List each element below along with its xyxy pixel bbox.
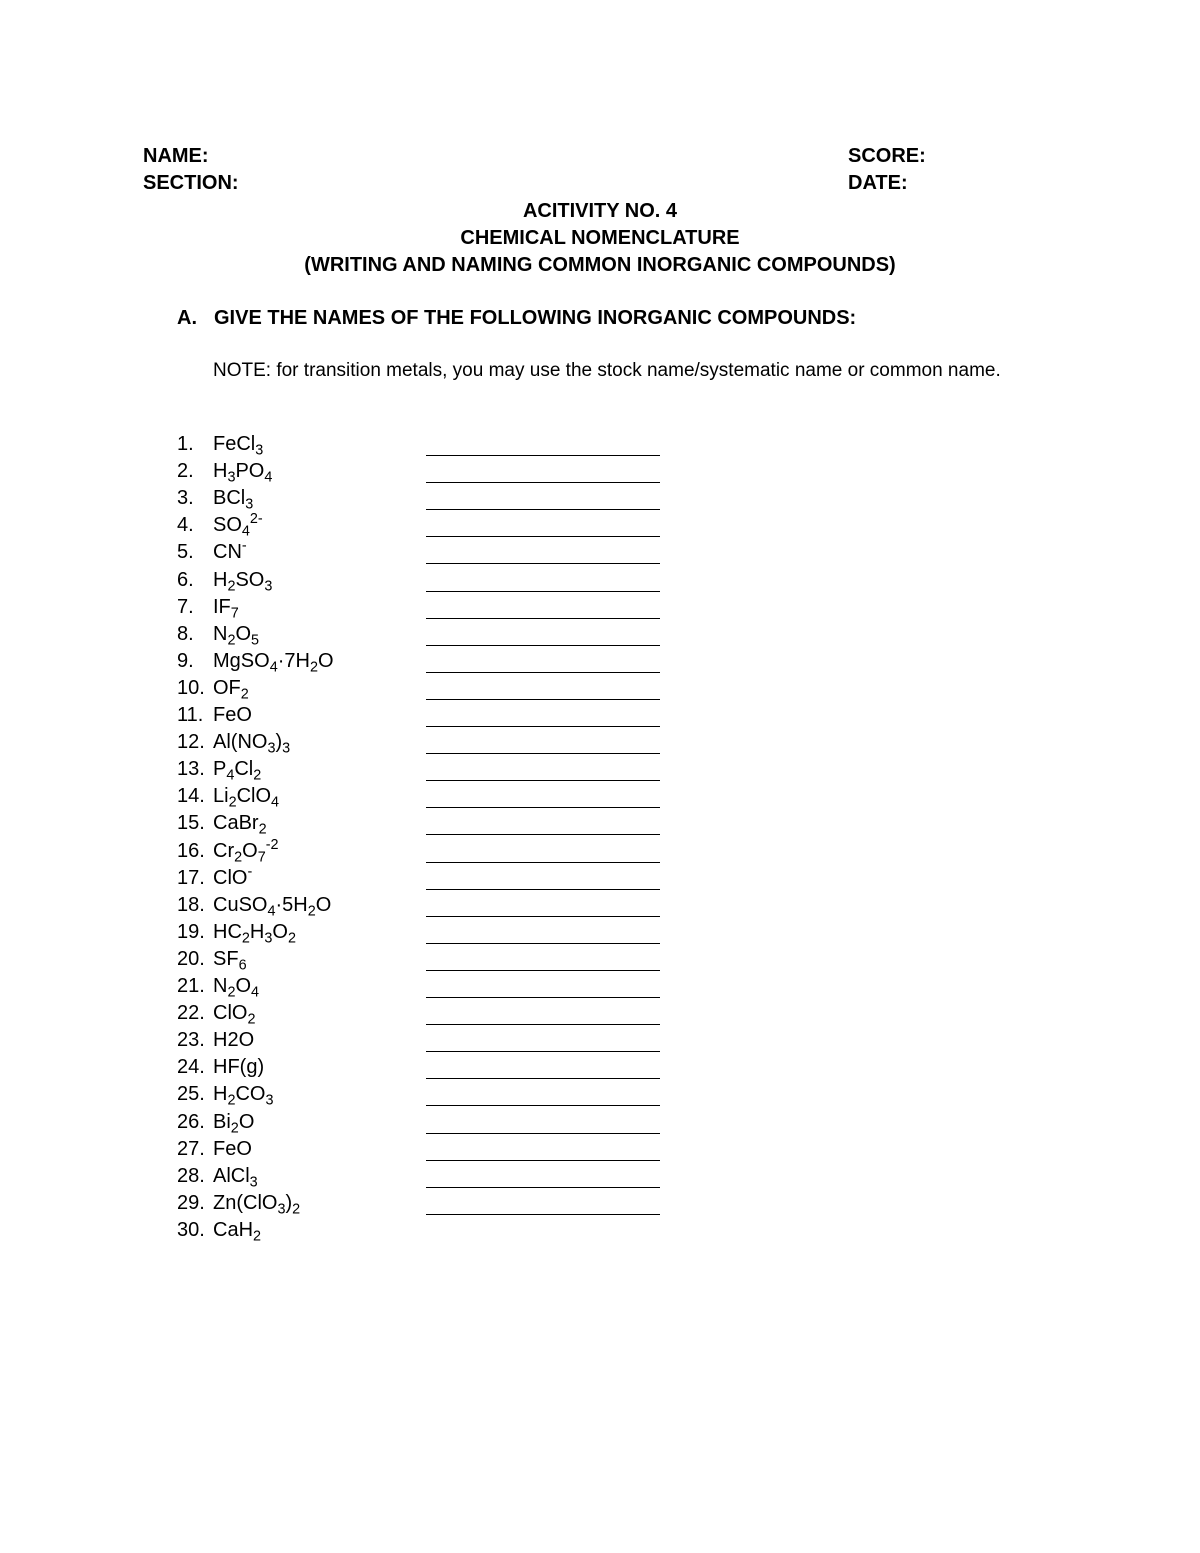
list-item — [0, 1165, 700, 1192]
item-number: 5. — [177, 541, 194, 564]
compound-formula: $N_2O_5$ — [213, 622, 260, 648]
item-number: 1. — [177, 433, 194, 455]
compound-formula: CaBr$_2$ — [213, 812, 267, 838]
list-item — [0, 1138, 700, 1165]
list-item — [0, 1029, 700, 1056]
answer-blank-line[interactable] — [426, 889, 660, 890]
answer-blank-line[interactable] — [426, 997, 660, 998]
answer-blank-line[interactable] — [426, 780, 660, 781]
answer-blank-line[interactable] — [426, 1214, 660, 1215]
score-label: SCORE: — [848, 145, 926, 167]
list-item — [0, 921, 700, 948]
answer-blank-line[interactable] — [426, 591, 660, 592]
list-item — [0, 1002, 700, 1029]
answer-blank-line[interactable] — [426, 862, 660, 863]
compound-formula: $H_2CO_3$ — [213, 1083, 274, 1109]
compound-formula: $IF_7$ — [213, 595, 239, 621]
list-item — [0, 1083, 700, 1110]
answer-blank-line[interactable] — [426, 1160, 660, 1161]
list-item — [0, 704, 700, 731]
compound-formula: AlCl$_3$ — [213, 1164, 258, 1190]
item-number: 14. — [177, 785, 205, 808]
answer-blank-line[interactable] — [426, 509, 660, 510]
compound-formula: $N_2O_4$ — [213, 975, 260, 1001]
item-number: 13. — [177, 758, 205, 781]
compound-formula: $SF_6$ — [213, 947, 247, 974]
section-label: SECTION: — [143, 172, 239, 194]
answer-blank-line[interactable] — [426, 563, 660, 564]
compound-formula: FeO — [213, 704, 252, 726]
list-item — [0, 975, 700, 1002]
answer-blank-line[interactable] — [426, 672, 660, 673]
compound-formula: BCl$_3$ — [213, 487, 254, 513]
item-number: 2. — [177, 460, 194, 483]
item-number: 29. — [177, 1191, 205, 1214]
list-item — [0, 623, 700, 650]
answer-blank-line[interactable] — [426, 645, 660, 646]
answer-blank-line[interactable] — [426, 699, 660, 700]
item-number: 30. — [177, 1218, 205, 1241]
compound-formula: FeCl$_3$ — [213, 433, 264, 459]
answer-blank-line[interactable] — [426, 753, 660, 754]
item-number: 26. — [177, 1110, 205, 1133]
item-number: 11. — [177, 704, 204, 726]
list-item — [0, 596, 700, 623]
list-item — [0, 460, 700, 487]
item-number: 12. — [177, 731, 205, 754]
list-item — [0, 836, 700, 867]
answer-blank-line[interactable] — [426, 1187, 660, 1188]
item-number: 23. — [177, 1029, 205, 1052]
answer-blank-line[interactable] — [426, 455, 660, 456]
list-item — [0, 1192, 700, 1219]
answer-blank-line[interactable] — [426, 1051, 660, 1052]
item-number: 6. — [177, 568, 194, 591]
list-item — [0, 487, 700, 514]
compound-formula: CaH$_2$ — [213, 1218, 262, 1245]
section-heading: GIVE THE NAMES OF THE FOLLOWING INORGANIC COMPOUNDS: — [214, 307, 857, 329]
item-number: 21. — [177, 975, 205, 997]
item-number: 9. — [177, 649, 194, 672]
compound-formula: $MgSO_4\cdot 7H_2O$ — [213, 649, 334, 676]
compound-formula: ClO- — [213, 863, 253, 889]
answer-blank-line[interactable] — [426, 618, 660, 619]
item-number: 20. — [177, 947, 205, 970]
list-item — [0, 758, 700, 785]
compound-formula: $Al(NO_3)_3$ — [213, 731, 291, 757]
list-item — [0, 731, 700, 758]
item-number: 3. — [177, 487, 194, 510]
answer-blank-line[interactable] — [426, 726, 660, 727]
name-label: NAME: — [143, 145, 209, 167]
answer-blank-line[interactable] — [426, 1133, 660, 1134]
item-number: 8. — [177, 622, 194, 645]
compound-formula: $H_2SO_3$ — [213, 568, 273, 594]
compound-formula: HF(g) — [213, 1056, 265, 1079]
item-number: 4. — [177, 514, 194, 537]
answer-blank-line[interactable] — [426, 1078, 660, 1079]
answer-blank-line[interactable] — [426, 482, 660, 483]
list-item — [0, 433, 700, 460]
item-number: 10. — [177, 676, 205, 699]
answer-blank-line[interactable] — [426, 807, 660, 808]
compound-formula: FeO — [213, 1137, 252, 1160]
compound-formula: $SO_4^{2-}$ — [213, 511, 263, 540]
list-item — [0, 650, 700, 677]
list-item — [0, 677, 700, 704]
compound-formula: $HC_2H_3O_2$ — [213, 920, 296, 947]
compound-formula: $Bi_2O$ — [213, 1110, 255, 1136]
item-number: 24. — [177, 1056, 205, 1079]
answer-blank-line[interactable] — [426, 970, 660, 971]
answer-blank-line[interactable] — [426, 536, 660, 537]
date-label: DATE: — [848, 172, 908, 194]
activity-title: ACITIVITY NO. 4 — [522, 200, 678, 222]
compound-formula: ClO$_2$ — [213, 1002, 256, 1028]
topic-subtitle: (WRITING AND NAMING COMMON INORGANIC COMPOUNDS) — [304, 254, 896, 276]
list-item — [0, 863, 700, 894]
item-number: 16. — [177, 839, 205, 862]
instruction-note: NOTE: for transition metals, you may use the stock name/systematic name or common name. — [213, 360, 1001, 381]
list-item — [0, 538, 700, 568]
item-number: 28. — [177, 1164, 205, 1187]
list-item — [0, 569, 700, 596]
compound-formula: $CuSO_4\cdot 5H_2O$ — [213, 893, 332, 919]
topic-title: CHEMICAL NOMENCLATURE — [460, 227, 740, 249]
item-number: 18. — [177, 893, 205, 916]
compound-formula: CN- — [213, 538, 247, 564]
list-item — [0, 1056, 700, 1083]
compound-formula: $Cr_2O_7^{-2}$ — [213, 836, 279, 865]
list-item — [0, 812, 700, 839]
list-item — [0, 511, 700, 541]
answer-blank-line[interactable] — [426, 834, 660, 835]
compound-formula: $Zn(ClO_3)_2$ — [213, 1191, 301, 1218]
list-item — [0, 948, 700, 975]
compound-formula: $Li_2ClO_4$ — [213, 785, 280, 811]
answer-blank-line[interactable] — [426, 1105, 660, 1106]
compound-formula: $H_3PO_4$ — [213, 460, 273, 486]
item-number: 7. — [177, 595, 194, 618]
item-number: 22. — [177, 1002, 205, 1025]
list-item — [0, 894, 700, 921]
list-item — [0, 1219, 700, 1246]
section-letter: A. — [177, 307, 197, 329]
list-item — [0, 1111, 700, 1138]
list-item — [0, 785, 700, 812]
answer-blank-line[interactable] — [426, 916, 660, 917]
item-number: 17. — [177, 866, 205, 889]
compound-formula: H2O — [213, 1029, 255, 1052]
item-number: 15. — [177, 812, 205, 835]
compound-formula: $P_4Cl_2$ — [213, 758, 262, 784]
item-number: 27. — [177, 1137, 205, 1160]
item-number: 19. — [177, 920, 205, 943]
answer-blank-line[interactable] — [426, 1024, 660, 1025]
compound-formula: $OF_2$ — [213, 676, 249, 703]
answer-blank-line[interactable] — [426, 943, 660, 944]
item-number: 25. — [177, 1083, 205, 1106]
